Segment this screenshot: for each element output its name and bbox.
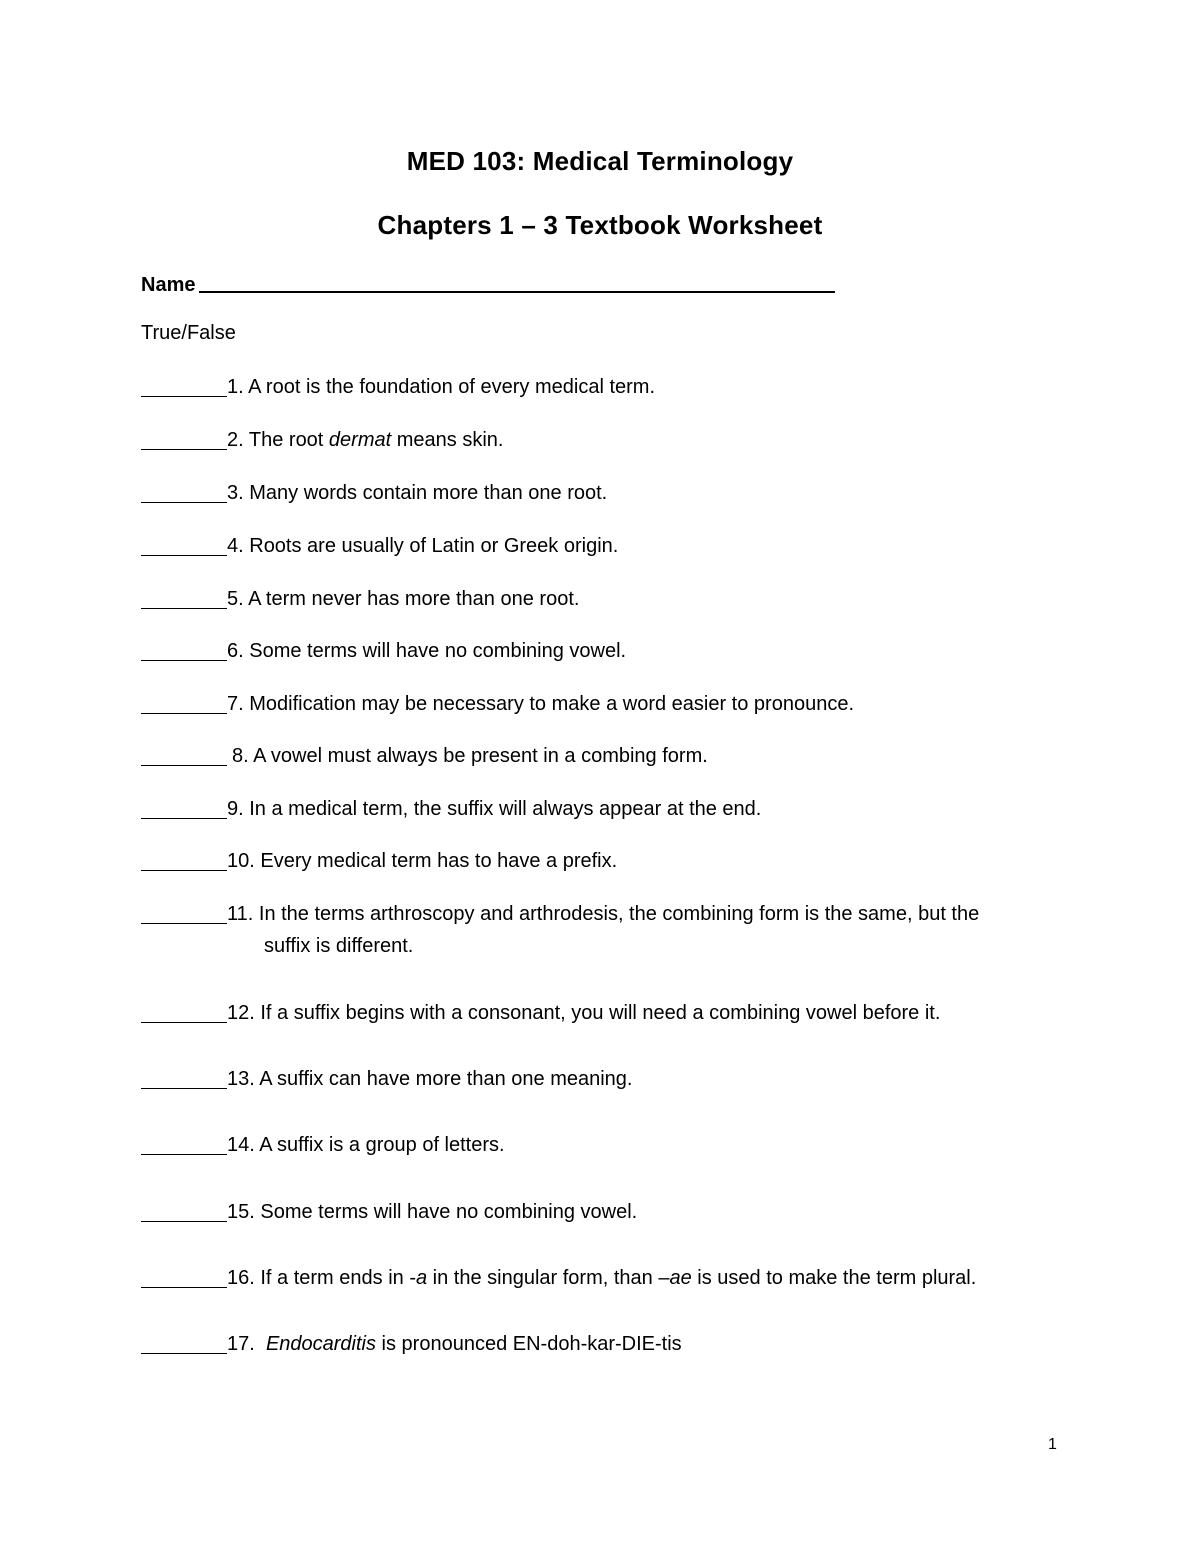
answer-blank[interactable]: [141, 796, 227, 819]
question-1: 1. A root is the foundation of every medical term.: [141, 370, 655, 404]
course-title: MED 103: Medical Terminology: [406, 146, 794, 176]
question-11: 11. In the terms arthroscopy and arthrodesis, the combining form is the same, but the suffix is different.: [141, 897, 979, 961]
question-2: 2. The root dermat means skin.: [141, 423, 503, 457]
question-17: 17. Endocarditis is pronounced EN-doh-kar-DIE-tis: [141, 1327, 682, 1361]
answer-blank[interactable]: [141, 1265, 227, 1288]
question-8: 8. A vowel must always be present in a combing form.: [141, 739, 708, 773]
answer-blank[interactable]: [141, 427, 227, 450]
answer-blank[interactable]: [141, 1066, 227, 1089]
answer-blank[interactable]: [141, 1132, 227, 1155]
answer-blank[interactable]: [141, 533, 227, 556]
question-12: 12. If a suffix begins with a consonant, you will need a combining vowel before it.: [141, 996, 940, 1030]
answer-blank[interactable]: [141, 586, 227, 609]
answer-blank[interactable]: [141, 1000, 227, 1023]
question-14: 14. A suffix is a group of letters.: [141, 1128, 505, 1162]
name-field-row: [141, 271, 835, 297]
name-blank-line[interactable]: [199, 271, 835, 293]
question-9: 9. In a medical term, the suffix will always appear at the end.: [141, 792, 761, 826]
question-7: 7. Modification may be necessary to make a word easier to pronounce.: [141, 687, 854, 721]
answer-blank[interactable]: [141, 1331, 227, 1354]
answer-blank[interactable]: [141, 638, 227, 661]
question-3: 3. Many words contain more than one root.: [141, 476, 607, 510]
name-label: Name: [141, 274, 196, 296]
answer-blank[interactable]: [141, 1199, 227, 1222]
question-13: 13. A suffix can have more than one meaning.: [141, 1062, 632, 1096]
answer-blank[interactable]: [141, 691, 227, 714]
question-5: 5. A term never has more than one root.: [141, 582, 579, 616]
answer-blank[interactable]: [141, 901, 227, 924]
page-number: 1: [1048, 1436, 1057, 1453]
answer-blank[interactable]: [141, 374, 227, 397]
question-16: 16. If a term ends in -a in the singular form, than –ae is used to make the term plural.: [141, 1261, 976, 1295]
answer-blank[interactable]: [141, 743, 227, 766]
question-15: 15. Some terms will have no combining vowel.: [141, 1195, 637, 1229]
answer-blank[interactable]: [141, 848, 227, 871]
section-label: True/False: [141, 322, 236, 344]
answer-blank[interactable]: [141, 480, 227, 503]
question-4: 4. Roots are usually of Latin or Greek origin.: [141, 529, 618, 563]
question-6: 6. Some terms will have no combining vowel.: [141, 634, 626, 668]
worksheet-title: Chapters 1 – 3 Textbook Worksheet: [377, 210, 823, 240]
question-10: 10. Every medical term has to have a prefix.: [141, 844, 617, 878]
